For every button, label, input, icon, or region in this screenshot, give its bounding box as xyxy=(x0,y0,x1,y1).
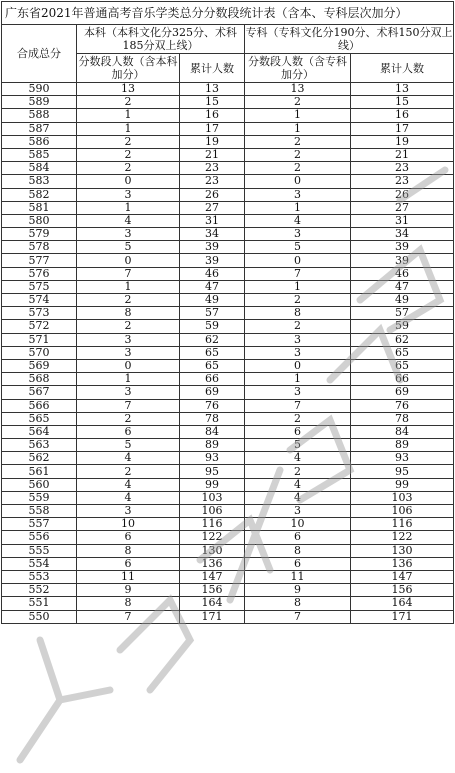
undergrad-segment-cell: 1 xyxy=(77,122,180,135)
table-row xyxy=(2,267,454,280)
table-row xyxy=(2,188,454,201)
undergrad-segment-cell: 3 xyxy=(77,228,180,241)
undergrad-cumulative-cell: 78 xyxy=(180,412,245,425)
score-cell: 560 xyxy=(2,478,77,491)
table-row xyxy=(2,399,454,412)
table-row xyxy=(2,228,454,241)
score-cell: 576 xyxy=(2,267,77,280)
junior-cumulative-cell: 106 xyxy=(351,505,454,518)
table-row xyxy=(2,386,454,399)
undergrad-segment-cell: 5 xyxy=(77,241,180,254)
undergrad-cumulative-cell: 16 xyxy=(180,109,245,122)
table-row xyxy=(2,346,454,359)
undergrad-segment-cell: 8 xyxy=(77,307,180,320)
undergrad-segment-cell: 3 xyxy=(77,346,180,359)
table-row xyxy=(2,439,454,452)
table-row xyxy=(2,531,454,544)
junior-cumulative-cell: 23 xyxy=(351,175,454,188)
undergrad-cumulative-cell: 34 xyxy=(180,228,245,241)
junior-segment-cell: 1 xyxy=(245,373,351,386)
undergrad-segment-cell: 2 xyxy=(77,96,180,109)
undergrad-cumulative-cell: 171 xyxy=(180,610,245,623)
table-row xyxy=(2,544,454,557)
undergrad-cumulative-cell: 23 xyxy=(180,162,245,175)
undergrad-segment-cell: 4 xyxy=(77,452,180,465)
junior-cumulative-cell: 49 xyxy=(351,294,454,307)
undergrad-segment-cell: 8 xyxy=(77,597,180,610)
junior-cumulative-cell: 171 xyxy=(351,610,454,623)
table-row xyxy=(2,254,454,267)
table-row xyxy=(2,83,454,96)
table-row xyxy=(2,452,454,465)
score-cell: 587 xyxy=(2,122,77,135)
undergrad-segment-cell: 0 xyxy=(77,254,180,267)
junior-cumulative-cell: 16 xyxy=(351,109,454,122)
undergrad-cumulative-cell: 147 xyxy=(180,570,245,583)
junior-cumulative-cell: 99 xyxy=(351,478,454,491)
junior-segment-cell: 3 xyxy=(245,228,351,241)
junior-segment-cell: 4 xyxy=(245,214,351,227)
junior-segment-cell: 8 xyxy=(245,597,351,610)
undergrad-cumulative-cell: 59 xyxy=(180,320,245,333)
junior-segment-cell: 6 xyxy=(245,425,351,438)
junior-segment-cell: 3 xyxy=(245,333,351,346)
junior-segment-cell: 2 xyxy=(245,96,351,109)
junior-cumulative-cell: 130 xyxy=(351,544,454,557)
table-row xyxy=(2,96,454,109)
junior-segment-cell: 9 xyxy=(245,584,351,597)
junior-segment-cell: 2 xyxy=(245,465,351,478)
junior-segment-cell: 0 xyxy=(245,254,351,267)
score-cell: 586 xyxy=(2,135,77,148)
undergrad-segment-cell: 2 xyxy=(77,135,180,148)
undergrad-segment-cell: 13 xyxy=(77,83,180,96)
undergrad-segment-cell: 7 xyxy=(77,267,180,280)
undergrad-segment-cell: 1 xyxy=(77,373,180,386)
undergrad-segment-cell: 11 xyxy=(77,570,180,583)
junior-cumulative-cell: 122 xyxy=(351,531,454,544)
score-distribution-table xyxy=(1,1,454,624)
junior-segment-cell: 6 xyxy=(245,557,351,570)
table-row xyxy=(2,610,454,623)
undergrad-segment-cell: 1 xyxy=(77,109,180,122)
table-row xyxy=(2,241,454,254)
undergrad-cumulative-cell: 31 xyxy=(180,214,245,227)
undergrad-segment-cell: 4 xyxy=(77,478,180,491)
junior-segment-cell: 11 xyxy=(245,570,351,583)
undergrad-segment-cell: 6 xyxy=(77,557,180,570)
undergrad-cumulative-cell: 39 xyxy=(180,254,245,267)
junior-segment-cell: 3 xyxy=(245,346,351,359)
junior-segment-cell: 2 xyxy=(245,294,351,307)
junior-cumulative-cell: 76 xyxy=(351,399,454,412)
undergrad-cumulative-cell: 89 xyxy=(180,439,245,452)
undergrad-cumulative-cell: 156 xyxy=(180,584,245,597)
score-cell: 590 xyxy=(2,83,77,96)
junior-segment-cell: 0 xyxy=(245,175,351,188)
score-cell: 567 xyxy=(2,386,77,399)
score-cell: 566 xyxy=(2,399,77,412)
undergrad-segment-cell: 2 xyxy=(77,412,180,425)
undergrad-segment-cell: 3 xyxy=(77,188,180,201)
junior-cumulative-cell: 46 xyxy=(351,267,454,280)
score-cell: 561 xyxy=(2,465,77,478)
undergrad-segment-cell: 4 xyxy=(77,214,180,227)
junior-segment-cell: 1 xyxy=(245,280,351,293)
table-row xyxy=(2,175,454,188)
score-cell: 552 xyxy=(2,584,77,597)
undergrad-segment-cell: 5 xyxy=(77,439,180,452)
junior-segment-cell: 3 xyxy=(245,386,351,399)
undergrad-cumulative-cell: 21 xyxy=(180,148,245,161)
table-title: 广东省2021年普通高考音乐学类总分分数段统计表（含本、专科层次加分） xyxy=(2,2,454,25)
table-row xyxy=(2,465,454,478)
undergrad-cumulative-cell: 122 xyxy=(180,531,245,544)
table-row xyxy=(2,294,454,307)
undergrad-segment-cell: 2 xyxy=(77,294,180,307)
score-cell: 557 xyxy=(2,518,77,531)
score-cell: 559 xyxy=(2,491,77,504)
junior-cumulative-cell: 31 xyxy=(351,214,454,227)
score-cell: 568 xyxy=(2,373,77,386)
table-row xyxy=(2,584,454,597)
score-cell: 578 xyxy=(2,241,77,254)
table-row xyxy=(2,478,454,491)
junior-cumulative-cell: 39 xyxy=(351,254,454,267)
score-cell: 564 xyxy=(2,425,77,438)
junior-cumulative-cell: 136 xyxy=(351,557,454,570)
header-junior-cumulative: 累计人数 xyxy=(351,54,454,83)
undergrad-cumulative-cell: 62 xyxy=(180,333,245,346)
score-cell: 585 xyxy=(2,148,77,161)
score-cell: 579 xyxy=(2,228,77,241)
undergrad-segment-cell: 8 xyxy=(77,544,180,557)
header-undergrad-segment: 分数段人数（含本科加分） xyxy=(78,55,178,81)
undergrad-segment-cell: 3 xyxy=(77,505,180,518)
header-undergrad: 本科（本科文化分325分、术科185分双上线） xyxy=(77,25,245,54)
junior-segment-cell: 0 xyxy=(245,359,351,372)
undergrad-segment-cell: 3 xyxy=(77,386,180,399)
score-cell: 574 xyxy=(2,294,77,307)
score-cell: 580 xyxy=(2,214,77,227)
junior-cumulative-cell: 17 xyxy=(351,122,454,135)
junior-cumulative-cell: 89 xyxy=(351,439,454,452)
junior-cumulative-cell: 62 xyxy=(351,333,454,346)
table-row xyxy=(2,505,454,518)
junior-segment-cell: 4 xyxy=(245,452,351,465)
junior-segment-cell: 1 xyxy=(245,109,351,122)
undergrad-cumulative-cell: 130 xyxy=(180,544,245,557)
score-cell: 588 xyxy=(2,109,77,122)
table-row xyxy=(2,201,454,214)
table-row xyxy=(2,320,454,333)
junior-cumulative-cell: 27 xyxy=(351,201,454,214)
score-cell: 571 xyxy=(2,333,77,346)
undergrad-segment-cell: 9 xyxy=(77,584,180,597)
junior-cumulative-cell: 95 xyxy=(351,465,454,478)
undergrad-cumulative-cell: 65 xyxy=(180,359,245,372)
undergrad-cumulative-cell: 164 xyxy=(180,597,245,610)
junior-cumulative-cell: 59 xyxy=(351,320,454,333)
score-cell: 577 xyxy=(2,254,77,267)
table-row xyxy=(2,557,454,570)
score-cell: 589 xyxy=(2,96,77,109)
undergrad-segment-cell: 7 xyxy=(77,610,180,623)
table-row xyxy=(2,280,454,293)
table-row xyxy=(2,597,454,610)
header-total-score: 合成总分 xyxy=(2,25,77,83)
table-row xyxy=(2,214,454,227)
undergrad-segment-cell: 0 xyxy=(77,359,180,372)
junior-segment-cell: 5 xyxy=(245,439,351,452)
undergrad-segment-cell: 6 xyxy=(77,425,180,438)
score-cell: 563 xyxy=(2,439,77,452)
score-cell: 581 xyxy=(2,201,77,214)
junior-segment-cell: 8 xyxy=(245,544,351,557)
junior-cumulative-cell: 26 xyxy=(351,188,454,201)
junior-cumulative-cell: 84 xyxy=(351,425,454,438)
undergrad-segment-cell: 2 xyxy=(77,162,180,175)
junior-cumulative-cell: 147 xyxy=(351,570,454,583)
undergrad-segment-cell: 2 xyxy=(77,465,180,478)
undergrad-segment-cell: 1 xyxy=(77,280,180,293)
undergrad-cumulative-cell: 15 xyxy=(180,96,245,109)
undergrad-segment-cell: 3 xyxy=(77,333,180,346)
undergrad-cumulative-cell: 13 xyxy=(180,83,245,96)
junior-segment-cell: 4 xyxy=(245,478,351,491)
undergrad-segment-cell: 7 xyxy=(77,399,180,412)
junior-segment-cell: 13 xyxy=(245,83,351,96)
junior-cumulative-cell: 13 xyxy=(351,83,454,96)
undergrad-segment-cell: 6 xyxy=(77,531,180,544)
score-cell: 570 xyxy=(2,346,77,359)
undergrad-cumulative-cell: 49 xyxy=(180,294,245,307)
score-cell: 562 xyxy=(2,452,77,465)
junior-segment-cell: 10 xyxy=(245,518,351,531)
undergrad-cumulative-cell: 39 xyxy=(180,241,245,254)
table-row xyxy=(2,122,454,135)
junior-cumulative-cell: 69 xyxy=(351,386,454,399)
score-cell: 582 xyxy=(2,188,77,201)
undergrad-cumulative-cell: 69 xyxy=(180,386,245,399)
undergrad-cumulative-cell: 57 xyxy=(180,307,245,320)
undergrad-segment-cell: 10 xyxy=(77,518,180,531)
undergrad-segment-cell: 4 xyxy=(77,491,180,504)
table-row xyxy=(2,307,454,320)
junior-segment-cell: 2 xyxy=(245,320,351,333)
undergrad-cumulative-cell: 76 xyxy=(180,399,245,412)
junior-segment-cell: 2 xyxy=(245,412,351,425)
score-cell: 565 xyxy=(2,412,77,425)
table-row xyxy=(2,162,454,175)
junior-segment-cell: 2 xyxy=(245,148,351,161)
junior-segment-cell: 2 xyxy=(245,135,351,148)
score-cell: 558 xyxy=(2,505,77,518)
table-row xyxy=(2,373,454,386)
table-row xyxy=(2,359,454,372)
header-undergrad-cumulative: 累计人数 xyxy=(180,54,245,83)
undergrad-cumulative-cell: 46 xyxy=(180,267,245,280)
junior-segment-cell: 8 xyxy=(245,307,351,320)
table-row xyxy=(2,333,454,346)
score-cell: 555 xyxy=(2,544,77,557)
undergrad-cumulative-cell: 23 xyxy=(180,175,245,188)
junior-cumulative-cell: 21 xyxy=(351,148,454,161)
junior-segment-cell: 1 xyxy=(245,122,351,135)
score-cell: 551 xyxy=(2,597,77,610)
score-table-page xyxy=(1,1,453,624)
junior-cumulative-cell: 164 xyxy=(351,597,454,610)
table-body xyxy=(2,83,454,624)
undergrad-cumulative-cell: 99 xyxy=(180,478,245,491)
junior-cumulative-cell: 19 xyxy=(351,135,454,148)
undergrad-cumulative-cell: 66 xyxy=(180,373,245,386)
score-cell: 556 xyxy=(2,531,77,544)
undergrad-segment-cell: 2 xyxy=(77,320,180,333)
junior-segment-cell: 3 xyxy=(245,505,351,518)
undergrad-cumulative-cell: 27 xyxy=(180,201,245,214)
junior-cumulative-cell: 156 xyxy=(351,584,454,597)
table-row xyxy=(2,148,454,161)
undergrad-cumulative-cell: 84 xyxy=(180,425,245,438)
undergrad-segment-cell: 0 xyxy=(77,175,180,188)
undergrad-cumulative-cell: 95 xyxy=(180,465,245,478)
table-row xyxy=(2,491,454,504)
junior-cumulative-cell: 65 xyxy=(351,346,454,359)
junior-cumulative-cell: 47 xyxy=(351,280,454,293)
table-row xyxy=(2,412,454,425)
junior-segment-cell: 7 xyxy=(245,399,351,412)
junior-cumulative-cell: 66 xyxy=(351,373,454,386)
junior-cumulative-cell: 23 xyxy=(351,162,454,175)
score-cell: 583 xyxy=(2,175,77,188)
junior-segment-cell: 7 xyxy=(245,267,351,280)
junior-segment-cell: 6 xyxy=(245,531,351,544)
undergrad-cumulative-cell: 17 xyxy=(180,122,245,135)
junior-cumulative-cell: 34 xyxy=(351,228,454,241)
junior-segment-cell: 2 xyxy=(245,162,351,175)
table-row xyxy=(2,518,454,531)
junior-cumulative-cell: 103 xyxy=(351,491,454,504)
score-cell: 553 xyxy=(2,570,77,583)
score-cell: 550 xyxy=(2,610,77,623)
table-row xyxy=(2,425,454,438)
junior-segment-cell: 1 xyxy=(245,201,351,214)
undergrad-cumulative-cell: 106 xyxy=(180,505,245,518)
header-junior-college: 专科（专科文化分190分、术科150分双上线） xyxy=(245,26,453,52)
junior-cumulative-cell: 78 xyxy=(351,412,454,425)
junior-segment-cell: 3 xyxy=(245,188,351,201)
junior-cumulative-cell: 116 xyxy=(351,518,454,531)
score-cell: 584 xyxy=(2,162,77,175)
junior-segment-cell: 4 xyxy=(245,491,351,504)
table-row xyxy=(2,135,454,148)
undergrad-segment-cell: 1 xyxy=(77,201,180,214)
header-junior-segment: 分数段人数（含专科加分） xyxy=(245,54,351,83)
junior-cumulative-cell: 93 xyxy=(351,452,454,465)
table-row xyxy=(2,570,454,583)
junior-cumulative-cell: 15 xyxy=(351,96,454,109)
undergrad-cumulative-cell: 103 xyxy=(180,491,245,504)
table-row xyxy=(2,109,454,122)
undergrad-segment-cell: 2 xyxy=(77,148,180,161)
junior-cumulative-cell: 65 xyxy=(351,359,454,372)
score-cell: 573 xyxy=(2,307,77,320)
undergrad-cumulative-cell: 93 xyxy=(180,452,245,465)
undergrad-cumulative-cell: 136 xyxy=(180,557,245,570)
score-cell: 554 xyxy=(2,557,77,570)
undergrad-cumulative-cell: 47 xyxy=(180,280,245,293)
score-cell: 575 xyxy=(2,280,77,293)
undergrad-cumulative-cell: 19 xyxy=(180,135,245,148)
junior-segment-cell: 7 xyxy=(245,610,351,623)
junior-cumulative-cell: 39 xyxy=(351,241,454,254)
undergrad-cumulative-cell: 26 xyxy=(180,188,245,201)
undergrad-cumulative-cell: 65 xyxy=(180,346,245,359)
junior-segment-cell: 5 xyxy=(245,241,351,254)
score-cell: 569 xyxy=(2,359,77,372)
junior-cumulative-cell: 57 xyxy=(351,307,454,320)
score-cell: 572 xyxy=(2,320,77,333)
undergrad-cumulative-cell: 116 xyxy=(180,518,245,531)
